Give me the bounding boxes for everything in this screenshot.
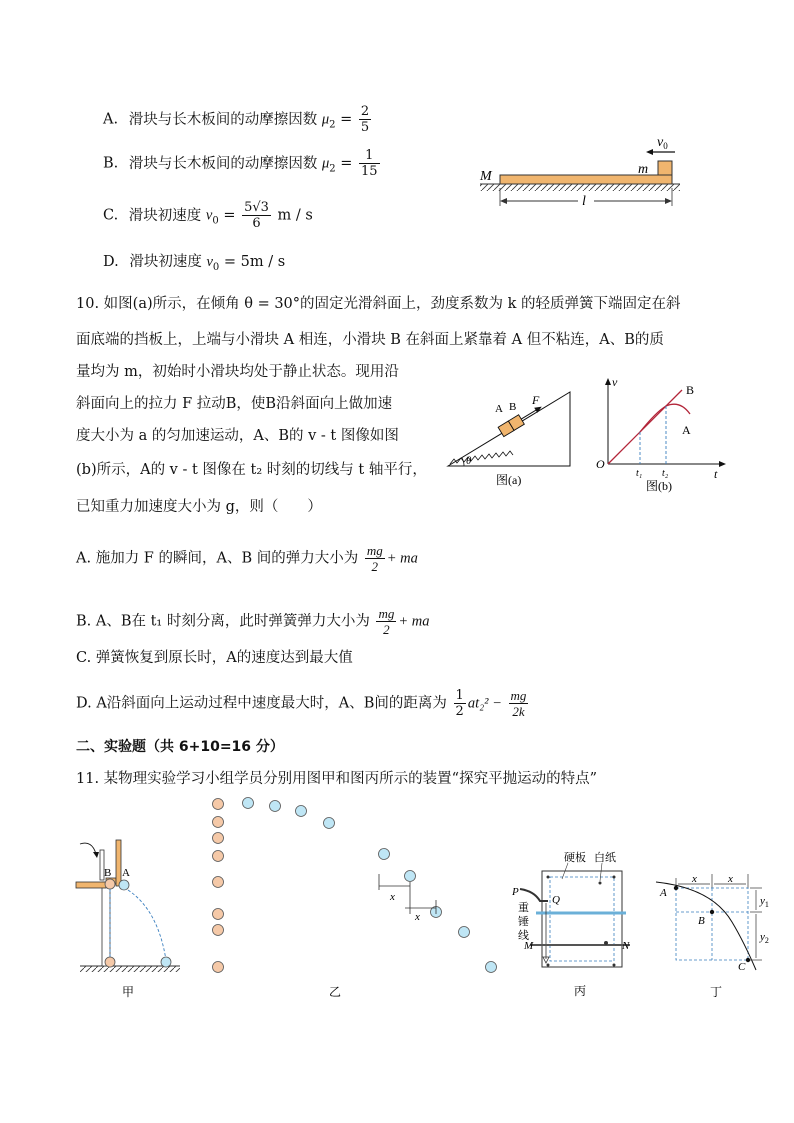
denominator: 6 [252, 216, 261, 231]
q9-option-c [103, 200, 313, 231]
numerator: 2 [360, 104, 370, 119]
vertical-balls [213, 799, 224, 973]
q10-line-5: 度大小为 a 的匀加速运动，A、B的 v - t 图像如图 [76, 428, 399, 444]
mu-subscript: 2 [329, 163, 336, 175]
trajectory-curve [656, 882, 756, 970]
option-text: A. 施加力 F 的瞬间，A、B 间的弹力大小为 [76, 550, 359, 567]
label-n: N [622, 940, 630, 952]
numerator: mg [366, 543, 383, 558]
label-b: B [686, 383, 695, 397]
x1-label: x [692, 873, 697, 885]
v-subscript: 0 [212, 261, 220, 273]
q11-figure-jia [72, 830, 187, 1005]
unit: m / s [277, 207, 313, 224]
label-f: F [532, 393, 540, 407]
mu-symbol: μ [321, 111, 330, 128]
fraction-1 [454, 688, 466, 719]
label-board: 硬板 [564, 852, 586, 864]
y2-label: $y_2$ [760, 931, 769, 945]
label-q: Q [552, 894, 560, 906]
M-label: M [480, 169, 492, 184]
denominator: 2k [512, 704, 525, 719]
point-b: B [698, 915, 705, 927]
middle-term: at₂² − [467, 695, 502, 712]
caption-jia: 甲 [122, 985, 135, 999]
label-paper: 白纸 [594, 852, 616, 864]
label-theta: θ [466, 455, 472, 467]
numerator: mg [510, 688, 527, 703]
point-c: C [738, 961, 746, 973]
v-symbol: v [206, 254, 213, 270]
fraction [376, 606, 396, 637]
tail: + ma [386, 550, 418, 567]
option-text: 滑块与长木板间的动摩擦因数 [128, 155, 318, 172]
axis-v: v [612, 375, 618, 389]
denominator: 2 [383, 622, 390, 637]
label-plumb-3: 线 [518, 930, 529, 942]
option-prefix: B. [103, 155, 119, 172]
label-p: P [512, 886, 519, 898]
q10-figure-a [440, 382, 575, 492]
fraction [359, 104, 371, 135]
axis-t: t [714, 467, 718, 481]
line-b [608, 390, 682, 464]
q11-text: 11. 某物理实验学习小组学员分别用图甲和图丙所示的装置“探究平抛运动的特点” [76, 771, 597, 787]
caption-a: 图(a) [496, 473, 522, 487]
t2-label: t₂ [662, 468, 669, 479]
caption-yi: 乙 [329, 985, 342, 999]
caption-ding: 丁 [710, 985, 723, 999]
numerator: 1 [455, 688, 464, 703]
v-symbol: v [205, 207, 213, 224]
option-prefix: D. [103, 254, 119, 270]
mu-subscript: 2 [329, 119, 336, 131]
q10-line-4: 斜面向上的拉力 F 拉动B，使B沿斜面向上做加速 [76, 396, 393, 412]
equals-sign: = [335, 155, 358, 172]
q10-line-3: 量均为 m，初始时小滑块均处于静止状态。现用沿 [76, 364, 399, 380]
l-label: l [582, 194, 586, 209]
q9-option-d [103, 252, 285, 278]
q10-line-6: (b)所示，A的 v - t 图像在 t₂ 时刻的切线与 t 轴平行， [76, 462, 427, 478]
numerator: mg [378, 606, 395, 621]
q10-option-b [76, 606, 430, 637]
q9-option-b [103, 148, 382, 179]
equals-sign: = [335, 111, 357, 128]
velocity-arrowhead [646, 149, 653, 155]
fraction [365, 543, 385, 574]
v0-label: $v_0$ [657, 135, 668, 151]
option-prefix: A. [103, 111, 119, 128]
y1-label: $y_1$ [760, 895, 769, 909]
mu-symbol: μ [321, 155, 330, 172]
option-text: 滑块初速度 [129, 254, 202, 270]
q11-figure-ding [652, 866, 780, 1006]
fraction-2 [509, 688, 529, 719]
label-b: B [104, 867, 112, 879]
q9-board-figure [470, 130, 690, 220]
slider-block [658, 161, 672, 175]
denominator: 2 [455, 704, 464, 719]
label-plumb-2: 锤 [518, 916, 529, 928]
q10-line-1: 10. 如图(a)所示，在倾角 θ = 30°的固定光滑斜面上，劲度系数为 k 的轻质弹簧下端固定在斜 [76, 296, 681, 312]
numerator: 5√3 [244, 200, 269, 215]
q10-option-c: C. 弹簧恢复到原长时，A的速度达到最大值 [76, 650, 353, 666]
denominator: 15 [361, 164, 378, 179]
point-a: A [660, 887, 667, 899]
value: = 5m / s [219, 254, 286, 270]
option-prefix: C. [103, 207, 119, 224]
q10-option-a [76, 543, 418, 574]
m-label: m [638, 162, 649, 177]
label-a: A [122, 867, 130, 879]
option-text: D. A沿斜面向上运动过程中速度最大时，A、B间的距离为 [76, 695, 447, 712]
q10-line-2: 面底端的挡板上，上端与小滑块 A 相连，小滑块 B 在斜面上紧靠着 A 但不粘连，A、B的质 [76, 332, 664, 348]
label-b: B [509, 401, 517, 413]
hard-board [542, 871, 622, 967]
section-title: 二、实验题（共 6+10=16 分） [76, 739, 284, 755]
caption-bing: 丙 [574, 984, 587, 998]
q9-option-a [103, 104, 373, 135]
label-plumb-1: 重 [518, 902, 529, 914]
fraction [359, 148, 380, 179]
tail: + ma [398, 613, 430, 630]
label-a: A [495, 403, 503, 415]
q11-figure-yi [205, 790, 505, 1005]
fraction [242, 200, 271, 231]
denominator: 5 [360, 120, 370, 135]
x2-label: x [415, 911, 420, 923]
x2-label: x [728, 873, 733, 885]
numerator: 1 [359, 148, 380, 164]
q10-option-d [76, 688, 530, 719]
projectile-balls [243, 798, 497, 973]
ground-hatch [480, 184, 680, 191]
label-m: M [524, 940, 534, 952]
origin-o: O [596, 457, 605, 471]
equals-sign: = [218, 207, 241, 224]
q10-figure-b [594, 372, 734, 492]
x1-label: x [390, 891, 395, 903]
option-text: 滑块初速度 [128, 207, 202, 224]
option-text: B. A、B在 t₁ 时刻分离，此时弹簧弹力大小为 [76, 613, 370, 630]
denominator: 2 [371, 559, 379, 574]
t1-label: t₁ [636, 468, 643, 479]
q11-figure-bing [508, 845, 638, 1005]
v-subscript: 0 [212, 215, 219, 227]
q10-line-7: 已知重力加速度大小为 g，则（ ） [76, 499, 322, 515]
label-a: A [682, 423, 691, 437]
option-text: 滑块与长木板间的动摩擦因数 [128, 111, 318, 128]
caption-b: 图(b) [646, 479, 672, 493]
